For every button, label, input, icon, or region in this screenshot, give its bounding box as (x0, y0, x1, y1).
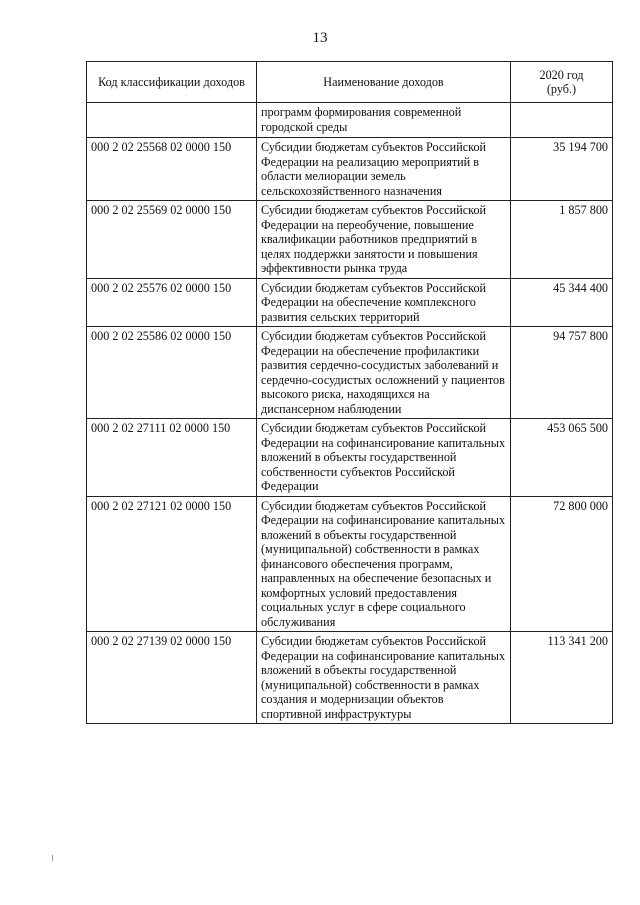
cell-amount: 45 344 400 (511, 278, 613, 327)
cell-amount: 35 194 700 (511, 138, 613, 201)
table-row (87, 632, 613, 724)
cell-code: 000 2 02 27139 02 0000 150 (87, 632, 257, 724)
cell-amount: 94 757 800 (511, 327, 613, 419)
revenue-table (86, 61, 613, 724)
table-row (87, 327, 613, 419)
table-row (87, 419, 613, 497)
header-amount-year: 2020 год (539, 67, 584, 82)
cell-name: Субсидии бюджетам субъектов Российской Федерации на софинансирование капитальных вложений в объекты государственной (муниципальной) собственности в рамках финансового обеспечения программ, направленных на обеспечение безопасных и комфортных условий предоставления социальных услуг в сфере социального обслуживания (257, 496, 511, 632)
cell-code: 000 2 02 25568 02 0000 150 (87, 138, 257, 201)
cell-code: 000 2 02 27121 02 0000 150 (87, 496, 257, 632)
table-row (87, 496, 613, 632)
cell-amount (511, 103, 613, 138)
cell-name: Субсидии бюджетам субъектов Российской Федерации на софинансирование капитальных вложений в объекты государственной собственности субъектов Российской Федерации (257, 419, 511, 497)
table-header-row (87, 62, 613, 103)
cell-code (87, 103, 257, 138)
cell-amount: 72 800 000 (511, 496, 613, 632)
header-code: Код классификации доходов (87, 62, 257, 103)
cell-name: Субсидии бюджетам субъектов Российской Федерации на обеспечение профилактики развития сердечно-сосудистых заболеваний и сердечно-сосудистых осложнений у пациентов высокого риска, находящихся на диспансерном наблюдении (257, 327, 511, 419)
cell-amount: 1 857 800 (511, 201, 613, 279)
cell-code: 000 2 02 25586 02 0000 150 (87, 327, 257, 419)
cell-code: 000 2 02 25576 02 0000 150 (87, 278, 257, 327)
table-row (87, 278, 613, 327)
cell-name: программ формирования современной городской среды (257, 103, 511, 138)
table-row-continuation (87, 103, 613, 138)
cell-name: Субсидии бюджетам субъектов Российской Федерации на реализацию мероприятий в области мелиорации земель сельскохозяйственного назначения (257, 138, 511, 201)
table-row (87, 138, 613, 201)
cell-name: Субсидии бюджетам субъектов Российской Федерации на софинансирование капитальных вложений в объекты государственной (муниципальной) собственности в рамках создания и модернизации объектов спортивной инфраструктуры (257, 632, 511, 724)
cell-name: Субсидии бюджетам субъектов Российской Федерации на переобучение, повышение квалификации работников предприятий в целях поддержки занятости и повышения эффективности рынка труда (257, 201, 511, 279)
table-row (87, 201, 613, 279)
cell-amount: 113 341 200 (511, 632, 613, 724)
cell-code: 000 2 02 25569 02 0000 150 (87, 201, 257, 279)
page-number: 13 (312, 30, 328, 46)
header-name: Наименование доходов (257, 62, 511, 103)
header-amount (511, 62, 613, 103)
header-amount-unit: (руб.) (546, 82, 577, 96)
cell-code: 000 2 02 27111 02 0000 150 (87, 419, 257, 497)
cell-amount: 453 065 500 (511, 419, 613, 497)
scan-artifact (52, 855, 53, 861)
cell-name: Субсидии бюджетам субъектов Российской Федерации на обеспечение комплексного развития сельских территорий (257, 278, 511, 327)
